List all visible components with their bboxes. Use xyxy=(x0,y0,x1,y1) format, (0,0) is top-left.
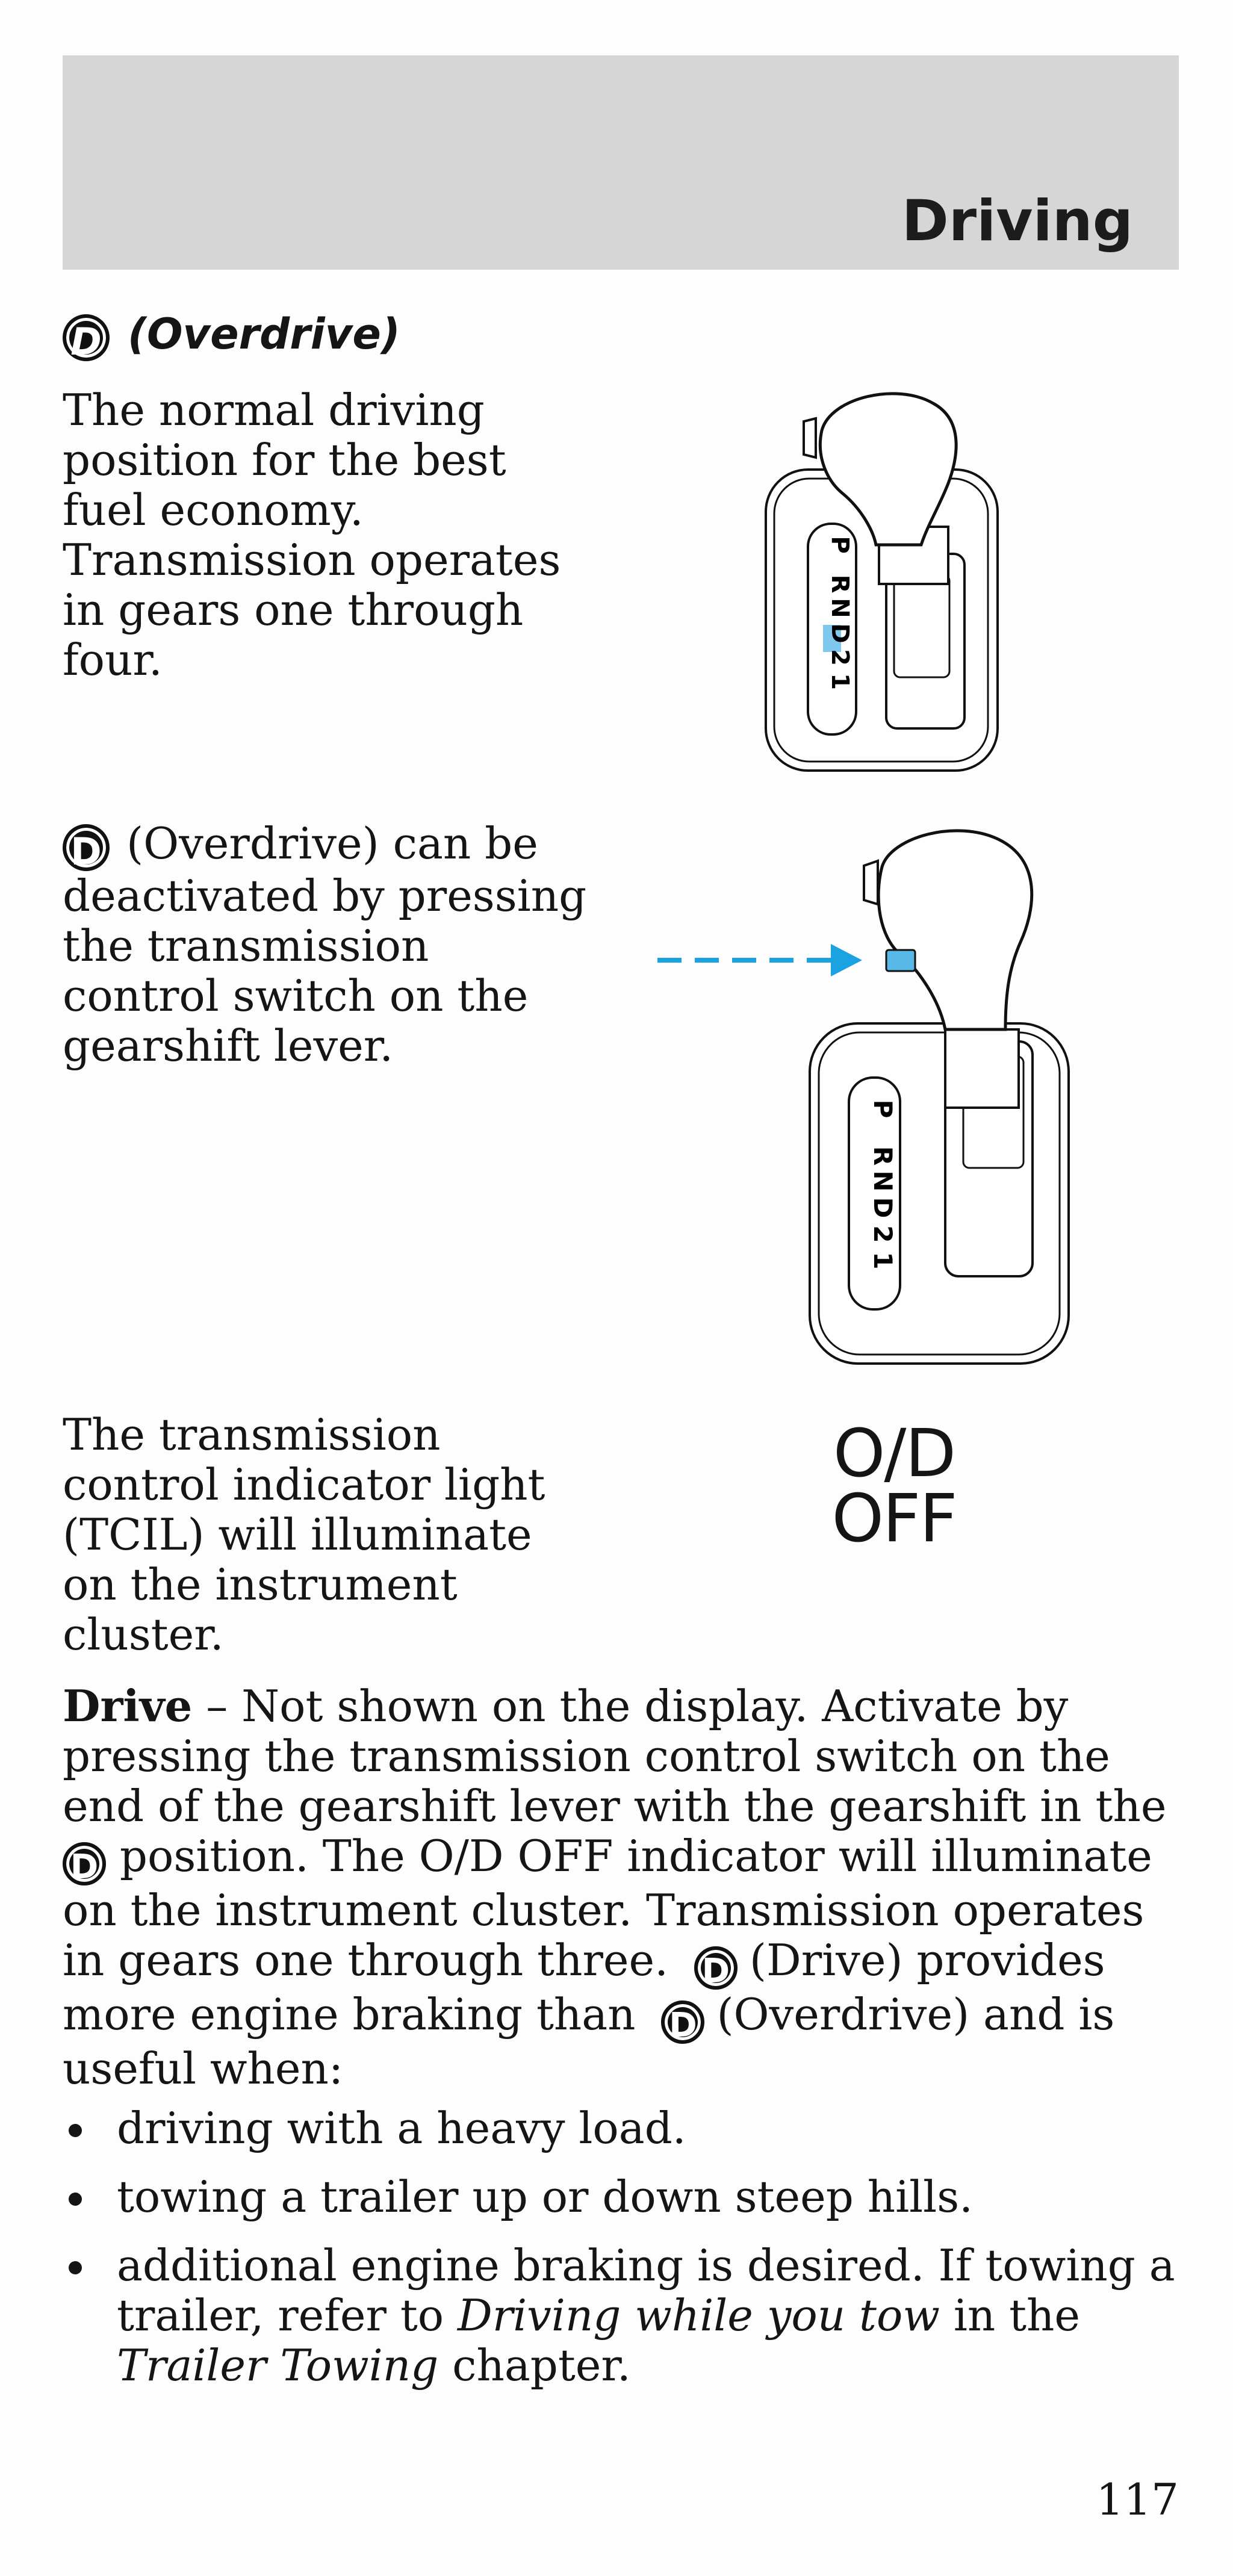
text-line: control indicator light xyxy=(63,1459,545,1510)
drive-paragraph: Drive – Not shown on the display. Activate by pressing the transmission control switch on the end of the gearshift lever with the gearshift in the D position. The O/D OFF indicator will illuminate on the instrument cluster. Transmission operates in gears one through three. D (Drive) provides more engine braking than D (Overdrive) and is useful when: xyxy=(63,1680,1167,2094)
header-band xyxy=(63,55,1179,270)
page-section-title: Driving xyxy=(901,188,1133,254)
tcil-description xyxy=(63,1410,592,1660)
overdrive-description xyxy=(63,385,580,685)
text-line: The transmission xyxy=(63,1409,441,1460)
gear-label-r: R xyxy=(868,1146,898,1166)
text-line: (TCIL) will illuminate xyxy=(63,1509,532,1560)
text-line: fuel economy. xyxy=(63,485,364,535)
text-line: D (Overdrive) can be xyxy=(63,819,592,871)
gear-label-d: D xyxy=(826,623,854,644)
text-line: gearshift lever. xyxy=(63,1020,394,1071)
page-number: 117 xyxy=(1096,2474,1179,2525)
text-line: Transmission operates xyxy=(63,535,561,585)
reference-driving-while-you-tow: Driving while you tow xyxy=(457,2290,940,2341)
gear-label-1: 1 xyxy=(868,1252,898,1270)
gear-label-d: D xyxy=(868,1197,898,1218)
od-off-indicator-icon xyxy=(825,1415,963,1557)
list-item: additional engine braking is desired. If towing a trailer, refer to Driving while you tow in the Trailer Towing chapter. xyxy=(63,2241,1182,2391)
drive-d-icon: D xyxy=(694,1946,738,1990)
indicator-line-2: OFF xyxy=(831,1480,957,1557)
text-line: deactivated by pressing xyxy=(63,871,587,921)
text-line: position for the best xyxy=(63,435,506,485)
reference-trailer-towing: Trailer Towing xyxy=(117,2340,439,2391)
list-item: towing a trailer up or down steep hills. xyxy=(63,2172,1182,2222)
overdrive-heading xyxy=(63,307,400,364)
gear-label-p: P xyxy=(826,536,854,554)
text-line: cluster. xyxy=(63,1609,224,1660)
drive-term: Drive xyxy=(63,1680,193,1731)
overdrive-d-icon: D xyxy=(63,314,110,361)
gearshift-illustration-overdrive xyxy=(759,385,1011,783)
text-line: control switch on the xyxy=(63,970,529,1021)
text-line: the transmission xyxy=(63,920,429,971)
gear-label-n: N xyxy=(868,1170,898,1192)
overdrive-d-icon: D xyxy=(63,1842,106,1885)
arrow-head-icon xyxy=(831,944,862,976)
deactivate-description xyxy=(63,819,592,1071)
overdrive-d-icon: D xyxy=(661,2000,704,2044)
gear-label-p: P xyxy=(868,1099,898,1119)
text-line: on the instrument xyxy=(63,1559,458,1610)
gear-label-r: R xyxy=(826,574,854,594)
indicator-line-1: O/D xyxy=(833,1415,955,1492)
gearshift-illustration-switch xyxy=(650,825,1084,1373)
text-line: The normal driving xyxy=(63,385,485,435)
overdrive-heading-label: (Overdrive) xyxy=(128,309,400,359)
text-line: in gears one through xyxy=(63,585,524,635)
drive-use-list xyxy=(63,2103,1182,2409)
overdrive-d-icon: D xyxy=(63,824,110,871)
text-line: four. xyxy=(63,635,163,685)
gear-label-n: N xyxy=(826,598,854,618)
gear-label-2: 2 xyxy=(868,1225,898,1243)
gear-label-2: 2 xyxy=(826,649,854,666)
list-item: driving with a heavy load. xyxy=(63,2103,1182,2153)
gear-label-1: 1 xyxy=(826,673,854,690)
